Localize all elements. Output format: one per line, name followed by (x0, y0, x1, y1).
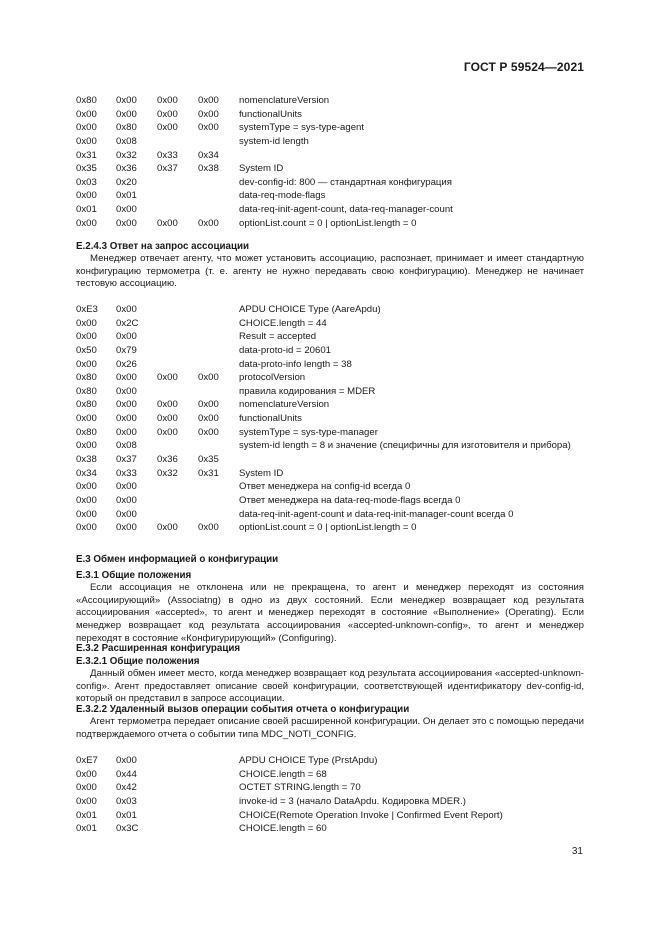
hex-byte-cell: 0x00 (76, 508, 97, 520)
hex-byte-cell: 0x00 (116, 413, 137, 425)
hex-byte-cell: 0x00 (116, 385, 137, 397)
field-description-cell: nomenclatureVersion (239, 399, 330, 411)
hex-byte-cell: 0x80 (76, 385, 97, 397)
field-description-cell: protocolVersion (239, 372, 306, 384)
hex-byte-cell: 0x80 (76, 399, 97, 411)
section-heading-e322: E.3.2.2 Удаленный вызов операции события отчета о конфигурации (76, 704, 410, 715)
hex-byte-cell: 0x00 (76, 358, 97, 370)
hex-byte-cell: 0x00 (198, 217, 219, 229)
hex-byte-cell: 0x01 (76, 204, 97, 216)
hex-byte-cell: 0x00 (116, 204, 137, 216)
hex-byte-cell: 0x00 (157, 95, 178, 106)
hex-byte-cell: 0x00 (76, 135, 97, 147)
hex-byte-cell: 0x00 (76, 522, 97, 534)
field-description-cell: Ответ менеджера на data-req-mode-flags всегда 0 (239, 494, 461, 506)
hex-byte-cell: 0x00 (76, 122, 97, 134)
hex-byte-cell: 0x00 (76, 494, 97, 506)
hex-byte-cell: 0x36 (157, 454, 178, 466)
hex-byte-cell: 0x00 (198, 413, 219, 425)
field-description-cell: CHOICE(Remote Operation Invoke | Confirmed Event Report) (239, 809, 503, 821)
hex-byte-cell: 0x00 (198, 399, 219, 411)
field-description-cell: Result = accepted (239, 331, 317, 343)
hex-byte-cell: 0x36 (116, 163, 137, 175)
hex-byte-cell: 0x80 (76, 426, 97, 438)
hex-byte-cell: 0x00 (157, 413, 178, 425)
hex-byte-cell: 0x00 (157, 522, 178, 534)
hex-byte-cell: 0x38 (76, 454, 97, 466)
hex-byte-cell: 0x00 (76, 768, 97, 780)
hex-byte-cell: 0x00 (76, 795, 97, 807)
field-description-cell: data-req-init-agent-count, data-req-manager-count (239, 204, 453, 216)
field-description-cell: invoke-id = 3 (начало DataApdu. Кодировка MDER.) (239, 795, 466, 807)
hex-byte-cell: 0x79 (116, 344, 137, 356)
field-description-cell: APDU CHOICE Type (AareApdu) (239, 304, 381, 315)
hex-byte-cell: 0x50 (76, 344, 97, 356)
hex-byte-cell: 0x00 (76, 108, 97, 120)
paragraph-e321: Данный обмен имеет место, когда менеджер возвращает код результата ассоциирования «accepted-unknown-config». Агент предоставляет описание своей конфигурации, соответствующей идентификатору dev-config-id, который он представил в запросе ассоциации. (76, 668, 584, 705)
field-description-cell: CHOICE.length = 68 (239, 768, 327, 780)
hex-byte-cell: 0x08 (116, 135, 137, 147)
hex-byte-cell: 0x31 (76, 149, 97, 161)
hex-byte-cell: 0x34 (76, 467, 97, 479)
hex-byte-cell: 0x01 (116, 190, 137, 202)
field-description-cell: CHOICE.length = 44 (239, 317, 327, 329)
paragraph-e31: Если ассоциация не отклонена или не прекращена, то агент и менеджер переходят из состояния «Ассоциирующий» (Associatng) в одно из двух состояний. Если менеджер возвращает код результата ассоциирования «accepted», то агент и менеджер переходят в состояние «Выполнение» (Operating). Если менеджер возвращает код результата ассоциирования «accepted-unknown-config», то агент и менеджер переходят в состояние «Конфигурирующий» (Configuring). (76, 582, 584, 644)
hex-byte-cell: 0x3C (116, 823, 139, 835)
hex-byte-cell: 0x00 (157, 217, 178, 229)
hex-byte-cell: 0x00 (116, 508, 137, 520)
hex-byte-cell: 0x00 (157, 399, 178, 411)
hex-byte-cell: 0x80 (76, 372, 97, 384)
hex-byte-cell: 0x80 (76, 95, 97, 106)
hex-byte-cell: 0x00 (76, 331, 97, 343)
hex-byte-cell: 0x31 (198, 467, 219, 479)
field-description-cell: data-req-mode-flags (239, 190, 326, 202)
hex-byte-cell: 0x00 (198, 372, 219, 384)
hex-byte-cell: 0x00 (116, 95, 137, 106)
field-description-cell: APDU CHOICE Type (PrstApdu) (239, 755, 378, 766)
field-description-cell: Ответ менеджера на config-id всегда 0 (239, 481, 411, 493)
hex-byte-cell: 0x00 (116, 426, 137, 438)
hex-byte-cell: 0x20 (116, 176, 137, 188)
field-description-cell: system-id length = 8 и значение (специфичны для изготовителя и прибора) (239, 440, 571, 452)
hex-byte-cell: 0x00 (116, 755, 137, 766)
hex-byte-cell: 0x00 (116, 108, 137, 120)
hex-byte-cell: 0x03 (116, 795, 137, 807)
hex-byte-cell: 0x01 (76, 823, 97, 835)
hex-byte-cell: 0x2C (116, 317, 139, 329)
hex-byte-cell: 0x80 (116, 122, 137, 134)
section-heading-e3: E.3 Обмен информацией о конфигурации (76, 554, 279, 565)
hex-byte-cell: 0x00 (116, 399, 137, 411)
hex-byte-cell: 0x34 (198, 149, 219, 161)
hex-byte-cell: 0x42 (116, 782, 137, 794)
hex-byte-cell: 0x32 (157, 467, 178, 479)
hex-byte-cell: 0x00 (198, 108, 219, 120)
hex-byte-cell: 0x03 (76, 176, 97, 188)
hex-byte-cell: 0x00 (198, 122, 219, 134)
hex-byte-cell: 0x33 (157, 149, 178, 161)
hex-byte-cell: 0x00 (198, 522, 219, 534)
hex-byte-cell: 0x00 (116, 522, 137, 534)
paragraph-e243: Менеджер отвечает агенту, что может установить ассоциацию, распознает, принимает и имеет стандартную конфигурацию термометра (т. е. агенту не нужно передавать свою конфигурацию). Менеджер не начинает тестовую ассоциацию. (76, 253, 584, 290)
hex-byte-cell: 0x08 (116, 440, 137, 452)
field-description-cell: правила кодирования = MDER (239, 385, 376, 397)
hex-byte-cell: 0x00 (157, 372, 178, 384)
hex-byte-cell: 0x00 (116, 494, 137, 506)
field-description-cell: data-proto-info length = 38 (239, 358, 352, 370)
hex-byte-cell: 0x37 (157, 163, 178, 175)
hex-byte-cell: 0x44 (116, 768, 137, 780)
section-heading-e243: E.2.4.3 Ответ на запрос ассоциации (76, 241, 250, 252)
hex-byte-cell: 0x00 (76, 317, 97, 329)
paragraph-e322: Агент термометра передает описание своей расширенной конфигурации. Он делает это с помощью передачи подтверждаемого отчета о событии типа MDC_NOTI_CONFIG. (76, 716, 584, 740)
field-description-cell: system-id length (239, 135, 309, 147)
field-description-cell: data-req-init-agent-count и data-req-init-manager-count всегда 0 (239, 508, 514, 520)
hex-byte-cell: 0x00 (198, 426, 219, 438)
field-description-cell: nomenclatureVersion (239, 95, 330, 106)
hex-byte-cell: 0x00 (157, 108, 178, 120)
hex-byte-cell: 0x38 (198, 163, 219, 175)
hex-byte-cell: 0x00 (76, 190, 97, 202)
hex-byte-cell: 0xE3 (76, 304, 98, 315)
hex-byte-cell: 0x35 (198, 454, 219, 466)
field-description-cell: dev-config-id: 800 — стандартная конфигурация (239, 176, 452, 188)
hex-byte-cell: 0x00 (116, 372, 137, 384)
hex-byte-cell: 0x00 (157, 122, 178, 134)
hex-byte-cell: 0x37 (116, 454, 137, 466)
hex-byte-cell: 0x00 (157, 426, 178, 438)
hex-byte-cell: 0x00 (76, 782, 97, 794)
hex-byte-cell: 0x01 (116, 809, 137, 821)
section-heading-e32: E.3.2 Расширенная конфигурация (76, 643, 241, 654)
page-number: 31 (571, 846, 583, 857)
hex-byte-cell: 0x00 (76, 481, 97, 493)
hex-byte-cell: 0x00 (116, 217, 137, 229)
field-description-cell: optionList.count = 0 | optionList.length = 0 (239, 522, 417, 534)
hex-byte-cell: 0x33 (116, 467, 137, 479)
field-description-cell: functionalUnits (239, 413, 302, 425)
field-description-cell: System ID (239, 467, 284, 479)
field-description-cell: optionList.count = 0 | optionList.length = 0 (239, 217, 417, 229)
field-description-cell: OCTET STRING.length = 70 (239, 782, 361, 794)
hex-byte-cell: 0x01 (76, 809, 97, 821)
hex-byte-cell: 0x35 (76, 163, 97, 175)
hex-byte-cell: 0xE7 (76, 755, 98, 766)
field-description-cell: System ID (239, 163, 284, 175)
field-description-cell: systemType = sys-type-agent (239, 122, 365, 134)
hex-byte-cell: 0x00 (116, 304, 137, 315)
hex-byte-cell: 0x00 (116, 481, 137, 493)
field-description-cell: systemType = sys-type-manager (239, 426, 378, 438)
hex-byte-cell: 0x00 (76, 413, 97, 425)
section-heading-e31: E.3.1 Общие положения (76, 570, 192, 581)
hex-byte-cell: 0x26 (116, 358, 137, 370)
section-heading-e321: E.3.2.1 Общие положения (76, 656, 200, 667)
hex-byte-cell: 0x00 (76, 440, 97, 452)
hex-byte-cell: 0x00 (198, 95, 219, 106)
standard-header: ГОСТ Р 59524—2021 (463, 60, 584, 74)
hex-byte-cell: 0x00 (76, 217, 97, 229)
field-description-cell: functionalUnits (239, 108, 302, 120)
field-description-cell: CHOICE.length = 60 (239, 823, 327, 835)
hex-byte-cell: 0x00 (116, 331, 137, 343)
field-description-cell: data-proto-id = 20601 (239, 344, 332, 356)
hex-byte-cell: 0x32 (116, 149, 137, 161)
